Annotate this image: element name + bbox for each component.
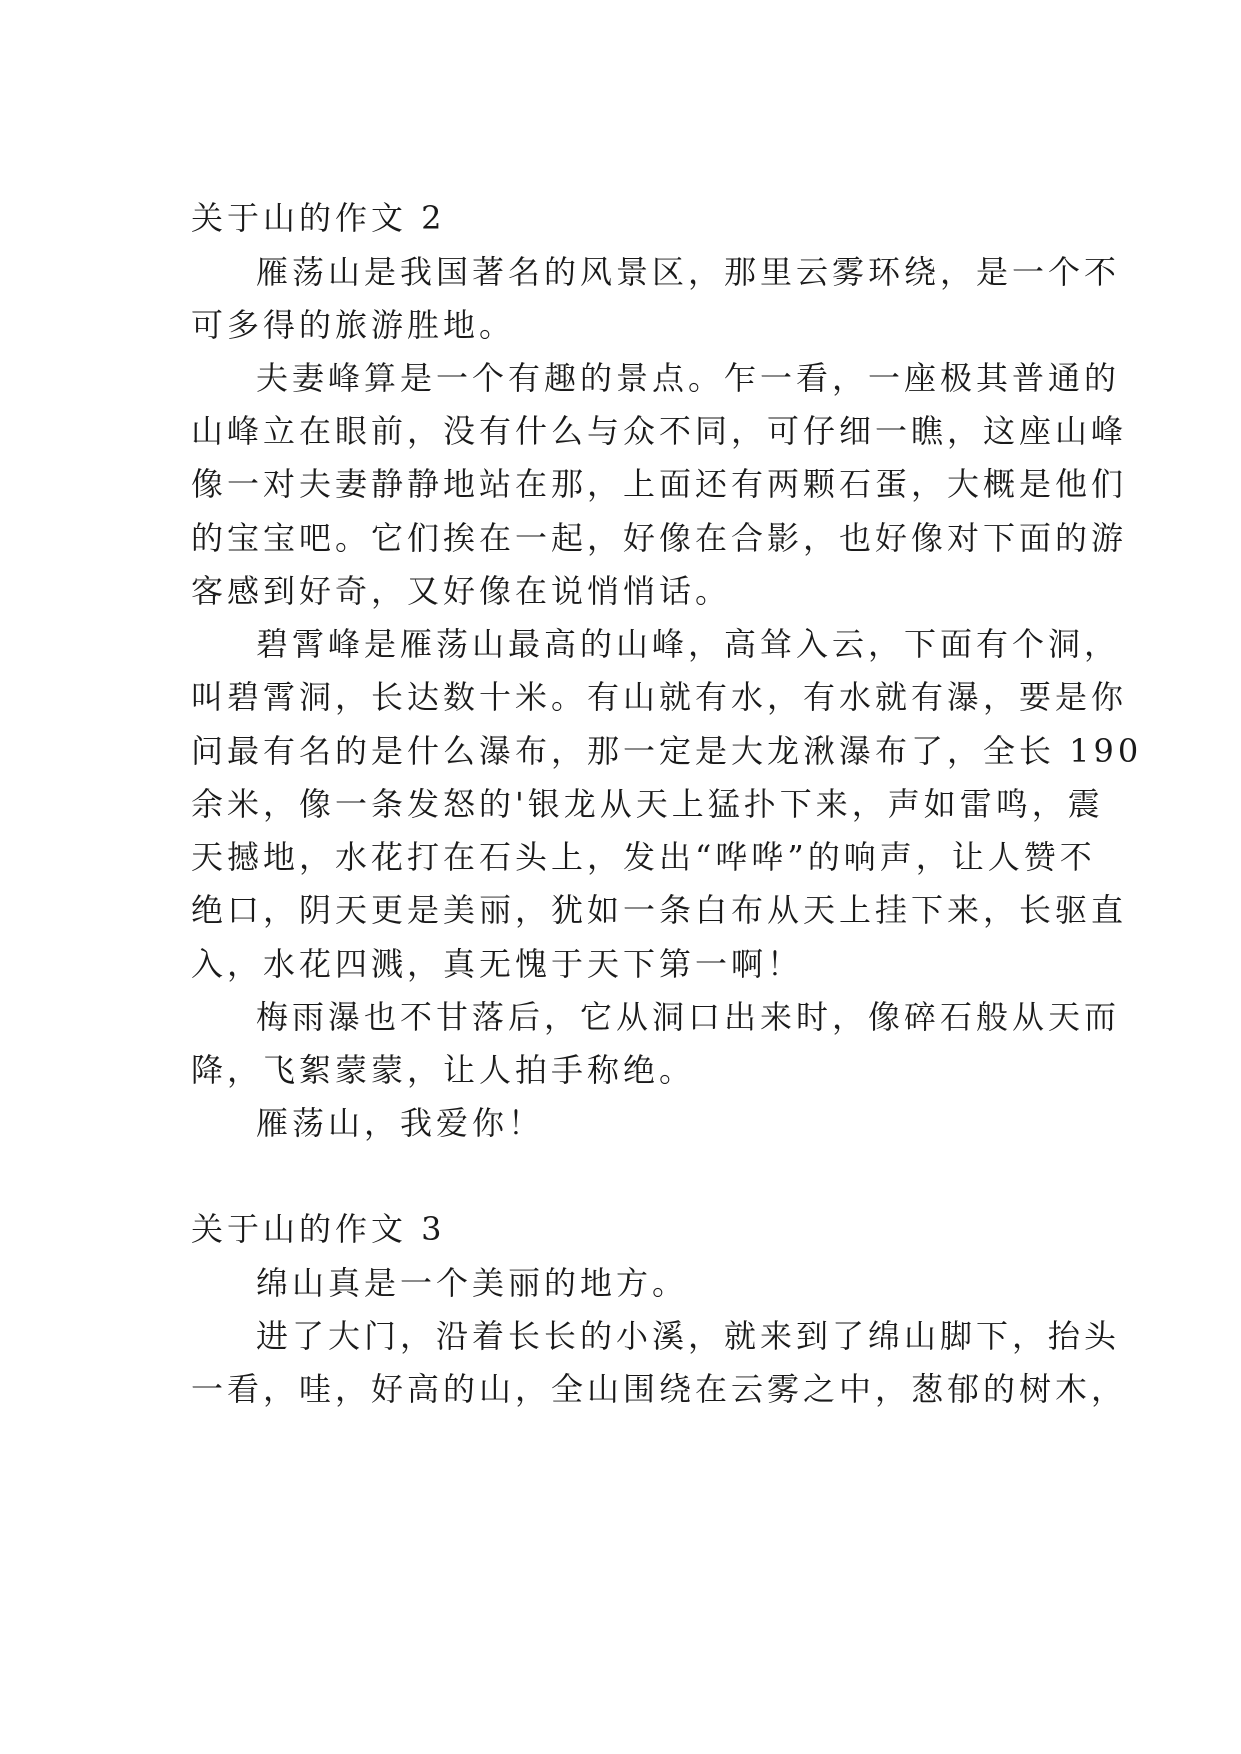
paragraph-line: 天撼地，水花打在石头上，发出“哗哗”的响声，让人赞不 <box>191 838 1096 876</box>
section-heading: 关于山的作文 2 <box>191 199 446 237</box>
paragraph-line: 的宝宝吧。它们挨在一起，好像在合影，也好像对下面的游 <box>191 519 1128 557</box>
paragraph-line: 可多得的旅游胜地。 <box>191 306 516 344</box>
paragraph-line: 问最有名的是什么瀑布，那一定是大龙湫瀑布了，全长 190 <box>191 732 1143 770</box>
paragraph-line: 绝口，阴天更是美丽，犹如一条白布从天上挂下来，长驱直 <box>191 891 1128 929</box>
section-heading: 关于山的作文 3 <box>191 1210 446 1248</box>
paragraph-line: 山峰立在眼前，没有什么与众不同，可仔细一瞧，这座山峰 <box>191 412 1128 450</box>
paragraph-line: 余米，像一条发怒的'银龙从天上猛扑下来，声如雷鸣，震 <box>191 785 1104 823</box>
paragraph-line: 降，飞絮蒙蒙，让人拍手称绝。 <box>191 1051 696 1089</box>
paragraph-line: 梅雨瀑也不甘落后，它从洞口出来时，像碎石般从天而 <box>256 998 1121 1036</box>
paragraph-line: 客感到好奇，又好像在说悄悄话。 <box>191 572 732 610</box>
paragraph-line: 叫碧霄洞，长达数十米。有山就有水，有水就有瀑，要是你 <box>191 678 1128 716</box>
paragraph-line: 雁荡山是我国著名的风景区，那里云雾环绕，是一个不 <box>256 253 1121 291</box>
paragraph-line: 像一对夫妻静静地站在那，上面还有两颗石蛋，大概是他们 <box>191 465 1128 503</box>
paragraph-line: 绵山真是一个美丽的地方。 <box>256 1264 689 1302</box>
paragraph-line: 夫妻峰算是一个有趣的景点。乍一看，一座极其普通的 <box>256 359 1121 397</box>
paragraph-line: 碧霄峰是雁荡山最高的山峰，高耸入云，下面有个洞， <box>256 625 1121 663</box>
paragraph-line: 入，水花四溅，真无愧于天下第一啊！ <box>191 945 804 983</box>
paragraph-line: 进了大门，沿着长长的小溪，就来到了绵山脚下，抬头 <box>256 1317 1121 1355</box>
paragraph-line: 雁荡山，我爱你！ <box>256 1104 545 1142</box>
paragraph-line: 一看，哇，好高的山，全山围绕在云雾之中，葱郁的树木， <box>191 1370 1128 1408</box>
